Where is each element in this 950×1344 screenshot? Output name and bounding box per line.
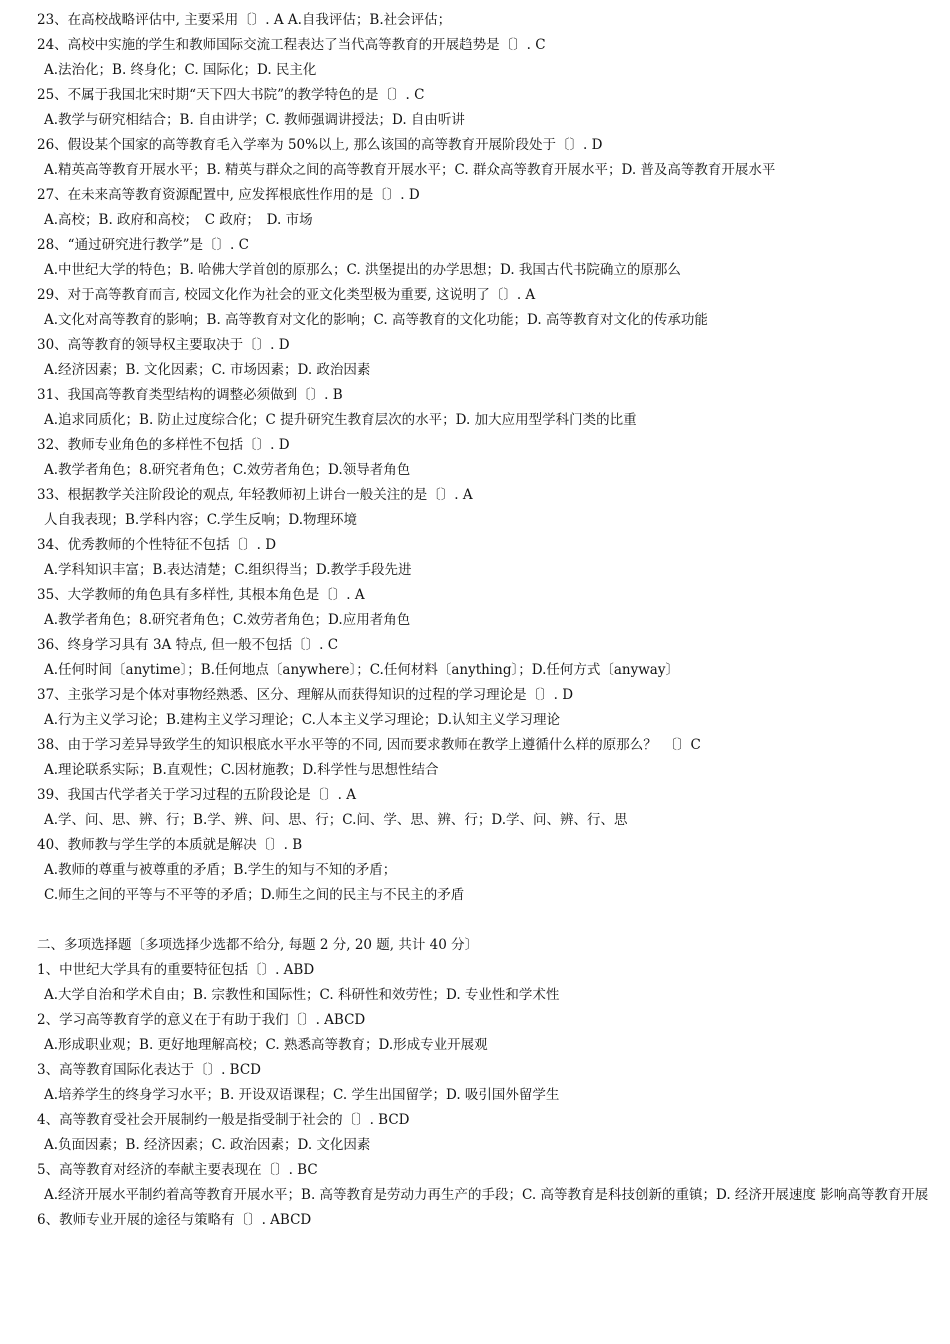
question-line: 31、我国高等教育类型结构的调整必须做到〔〕. B <box>37 387 343 403</box>
question-line: 39、我国古代学者关于学习过程的五阶段论是〔〕. A <box>37 787 357 803</box>
question-line: 36、终身学习具有 3A 特点, 但一般不包括〔〕. C <box>37 637 339 653</box>
question-line: 25、不属于我国北宋时期“天下四大书院”的教学特色的是〔〕. C <box>37 87 425 103</box>
question-line: 5、高等教育对经济的奉献主要表现在〔〕. BC <box>37 1162 318 1178</box>
options-line: 人自我表现；B.学科内容；C.学生反响；D.物理环境 <box>44 512 357 528</box>
question-line: 3、高等教育国际化表达于〔〕. BCD <box>37 1062 261 1078</box>
options-line: A.学、问、思、辨、行；B.学、辨、问、思、行；C.问、学、思、辨、行；D.学、问、辨、行、思 <box>44 812 628 828</box>
options-line: A.中世纪大学的特色；B. 哈佛大学首创的原那么；C. 洪堡提出的办学思想；D. 我国古代书院确立的原那么 <box>44 262 681 278</box>
options-line: A.教学者角色；8.研究者角色；C.效劳者角色；D.应用者角色 <box>44 612 411 628</box>
question-line: 35、大学教师的角色具有多样性, 其根本角色是〔〕. A <box>37 587 365 603</box>
question-line: 29、对于高等教育而言, 校园文化作为社会的亚文化类型极为重要, 这说明了〔〕. A <box>37 287 536 303</box>
options-line: A.追求同质化；B. 防止过度综合化；C 提升研究生教育层次的水平；D. 加大应用型学科门类的比重 <box>44 412 637 428</box>
question-line: 23、在高校战略评估中, 主要采用〔〕. A A.自我评估；B.社会评估； <box>37 12 452 28</box>
document-page <box>0 8 950 1233</box>
options-line: A.形成职业观；B. 更好地理解高校；C. 熟悉高等教育；D.形成专业开展观 <box>44 1037 488 1053</box>
question-line: 6、教师专业开展的途径与策略有〔〕. ABCD <box>37 1212 312 1228</box>
question-line: 4、高等教育受社会开展制约一般是指受制于社会的〔〕. BCD <box>37 1112 410 1128</box>
question-line: 2、学习高等教育学的意义在于有助于我们〔〕. ABCD <box>37 1012 366 1028</box>
options-line: A.经济因素；B. 文化因素；C. 市场因素；D. 政治因素 <box>44 362 371 378</box>
options-line: A.培养学生的终身学习水平；B. 开设双语课程；C. 学生出国留学；D. 吸引国外留学生 <box>44 1087 560 1103</box>
options-line: A.学科知识丰富；B.表达清楚；C.组织得当；D.教学手段先进 <box>44 562 412 578</box>
question-line: 37、主张学习是个体对事物经熟悉、区分、理解从而获得知识的过程的学习理论是〔〕. D <box>37 687 574 703</box>
question-line: 24、高校中实施的学生和教师国际交流工程表达了当代高等教育的开展趋势是〔〕. C <box>37 37 546 53</box>
question-line: 二、多项选择题〔多项选择少选都不给分, 每题 2 分, 20 题, 共计 40 分〕 <box>37 937 479 953</box>
question-line: 38、由于学习差异导致学生的知识根底水平水平等的不同, 因而要求教师在教学上遵循什么样的原那么？ 〔〕C <box>37 737 701 753</box>
options-line: A.教学者角色；8.研究者角色；C.效劳者角色；D.领导者角色 <box>44 462 411 478</box>
question-line: 28、“通过研究进行教学”是〔〕. C <box>37 237 249 253</box>
options-line: A.行为主义学习论；B.建构主义学习理论；C.人本主义学习理论；D.认知主义学习理论 <box>44 712 561 728</box>
options-line: A.经济开展水平制约着高等教育开展水平；B. 高等教育是劳动力再生产的手段；C. 高等教育是科技创新的重镇；D. 经济开展速度 影响高等教育开展 <box>44 1187 929 1203</box>
blank-line <box>0 908 950 933</box>
question-line: 1、中世纪大学具有的重要特征包括〔〕. ABD <box>37 962 315 978</box>
question-line: 26、假设某个国家的高等教育毛入学率为 50%以上, 那么该国的高等教育开展阶段处于〔〕. D <box>37 137 603 153</box>
options-line: A.任何时间〔anytime〕；B.任何地点〔anywhere〕；C.任何材料〔anything〕；D.任何方式〔anyway〕 <box>44 662 679 678</box>
options-line: A.教学与研究相结合；B. 自由讲学；C. 教师强调讲授法；D. 自由听讲 <box>44 112 465 128</box>
options-line: A.教师的尊重与被尊重的矛盾；B.学生的知与不知的矛盾； <box>44 862 397 878</box>
question-line: 34、优秀教师的个性特征不包括〔〕. D <box>37 537 277 553</box>
question-line: 40、教师教与学生学的本质就是解决〔〕. B <box>37 837 303 853</box>
question-line: 27、在未来高等教育资源配置中, 应发挥根底性作用的是〔〕. D <box>37 187 420 203</box>
options-line: A.大学自治和学术自由；B. 宗教性和国际性；C. 科研性和效劳性；D. 专业性和学术性 <box>44 987 560 1003</box>
options-line: A.理论联系实际；B.直观性；C.因材施教；D.科学性与思想性结合 <box>44 762 439 778</box>
question-line: 33、根据教学关注阶段论的观点, 年轻教师初上讲台一般关注的是〔〕. A <box>37 487 473 503</box>
options-line: C.师生之间的平等与不平等的矛盾；D.师生之间的民主与不民主的矛盾 <box>44 887 465 903</box>
question-line: 32、教师专业角色的多样性不包括〔〕. D <box>37 437 290 453</box>
options-line: A.精英高等教育开展水平；B. 精英与群众之间的高等教育开展水平；C. 群众高等教育开展水平；D. 普及高等教育开展水平 <box>44 162 776 178</box>
question-line: 30、高等教育的领导权主要取决于〔〕. D <box>37 337 290 353</box>
options-line: A.法治化；B. 终身化；C. 国际化；D. 民主化 <box>44 62 317 78</box>
options-line: A.文化对高等教育的影响；B. 高等教育对文化的影响；C. 高等教育的文化功能；D. 高等教育对文化的传承功能 <box>44 312 708 328</box>
options-line: A.高校；B. 政府和高校； C 政府； D. 市场 <box>44 212 313 228</box>
options-line: A.负面因素；B. 经济因素；C. 政治因素；D. 文化因素 <box>44 1137 371 1153</box>
